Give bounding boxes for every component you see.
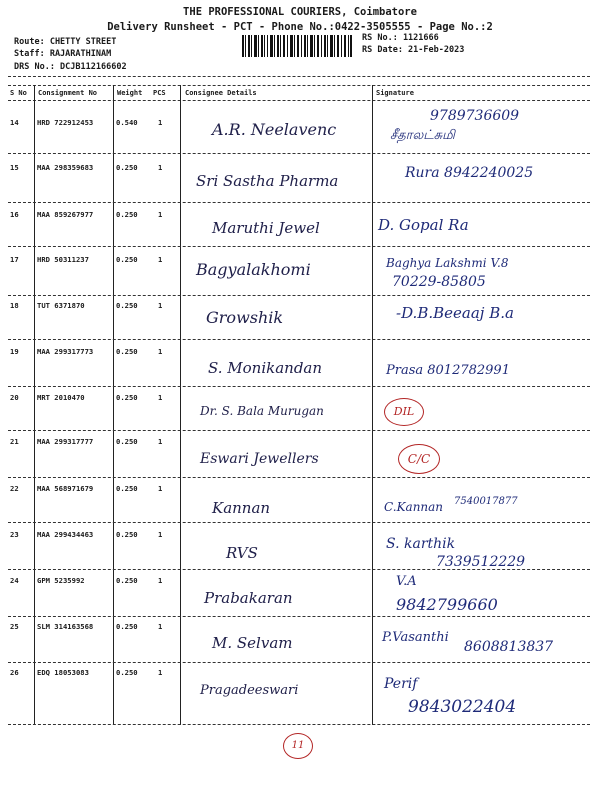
row-pcs: 1: [158, 437, 163, 446]
row-divider: [8, 430, 590, 431]
col-header-weight: Weight: [117, 89, 143, 97]
receiver-phone: 9842799660: [396, 595, 498, 614]
receiver-signature: P.Vasanthi: [382, 630, 449, 645]
receiver-phone: 9843022404: [408, 697, 517, 717]
row-pcs: 1: [158, 622, 163, 631]
row-divider: [8, 662, 590, 663]
row-divider: [8, 295, 590, 296]
row-weight: 0.250: [116, 393, 138, 402]
consignee-name: Maruthi Jewel: [212, 219, 320, 237]
consignee-name: A.R. Neelavenc: [212, 120, 337, 139]
row-divider: [8, 202, 590, 203]
row-sno: 15: [10, 163, 19, 172]
col-header-consignment: Consignment No: [38, 89, 98, 97]
row-sno: 17: [10, 255, 19, 264]
row-divider: [8, 153, 590, 154]
consignee-name: Prabakaran: [204, 589, 293, 607]
consignee-name: Bagyalakhomi: [196, 260, 311, 279]
row-weight: 0.250: [116, 301, 138, 310]
row-weight: 0.250: [116, 347, 138, 356]
receiver-signature: D. Gopal Ra: [378, 216, 469, 234]
row-pcs: 1: [158, 576, 163, 585]
row-divider: [8, 569, 590, 570]
receiver-signature: C.Kannan: [384, 500, 444, 514]
row-sno: 25: [10, 622, 19, 631]
consignee-name: RVS: [226, 544, 258, 562]
consignee-name: Kannan: [212, 499, 271, 517]
row-sno: 14: [10, 118, 19, 127]
table-top-rule: [8, 85, 590, 86]
receiver-phone: 70229-85805: [392, 274, 486, 290]
consignee-name: Growshik: [206, 308, 284, 327]
row-weight: 0.250: [116, 530, 138, 539]
row-consignment: MAA 299317773: [37, 347, 94, 356]
staff-label: Staff: RAJARATHINAM: [14, 49, 112, 59]
row-divider: [8, 339, 590, 340]
row-consignment: MAA 299434463: [37, 530, 94, 539]
delivery-stamp: DIL: [384, 398, 424, 426]
row-weight: 0.250: [116, 622, 138, 631]
header-divider: [8, 76, 590, 77]
column-header-rule: [8, 100, 590, 101]
drs-number: DRS No.: DCJB112166602: [14, 62, 127, 72]
row-sno: 22: [10, 484, 19, 493]
row-weight: 0.250: [116, 210, 138, 219]
row-weight: 0.250: [116, 255, 138, 264]
route-label: Route: CHETTY STREET: [14, 37, 117, 47]
row-weight: 0.250: [116, 668, 138, 677]
receiver-phone: 7339512229: [436, 554, 526, 570]
row-pcs: 1: [158, 393, 163, 402]
receiver-phone: 9789736609: [430, 108, 520, 124]
consignee-name: Sri Sastha Pharma: [196, 172, 339, 190]
consignee-name: Pragadeeswari: [200, 683, 299, 698]
page-count-mark: 11: [283, 733, 313, 759]
runsheet-subtitle: Delivery Runsheet - PCT - Phone No.:0422-3505555 - Page No.:2: [107, 21, 493, 33]
row-sno: 18: [10, 301, 19, 310]
column-divider: [34, 85, 35, 725]
row-consignment: GPM 5235992: [37, 576, 85, 585]
receiver-signature: Perif: [384, 676, 418, 692]
row-pcs: 1: [158, 301, 163, 310]
row-consignment: MAA 568971679: [37, 484, 94, 493]
barcode-image: [242, 35, 352, 57]
row-divider: [8, 246, 590, 247]
row-sno: 21: [10, 437, 19, 446]
receiver-phone: 8608813837: [464, 639, 554, 655]
row-sno: 20: [10, 393, 19, 402]
column-divider: [180, 85, 181, 725]
row-consignment: MAA 298359683: [37, 163, 94, 172]
row-consignment: SLM 314163568: [37, 622, 94, 631]
receiver-signature: சீதாலட்சுமி: [390, 128, 455, 143]
row-sno: 19: [10, 347, 19, 356]
row-consignment: MAA 859267977: [37, 210, 94, 219]
consignee-name: Eswari Jewellers: [200, 451, 319, 467]
row-weight: 0.540: [116, 118, 138, 127]
receiver-signature: Baghya Lakshmi V.8: [386, 256, 509, 270]
row-consignment: TUT 6371870: [37, 301, 85, 310]
row-weight: 0.250: [116, 484, 138, 493]
row-sno: 23: [10, 530, 19, 539]
row-weight: 0.250: [116, 576, 138, 585]
row-divider: [8, 616, 590, 617]
row-sno: 16: [10, 210, 19, 219]
receiver-signature: Prasa 8012782991: [386, 363, 510, 378]
row-divider: [8, 386, 590, 387]
row-sno: 24: [10, 576, 19, 585]
row-consignment: MRT 2010470: [37, 393, 85, 402]
delivery-stamp: C/C: [398, 444, 440, 474]
row-weight: 0.250: [116, 437, 138, 446]
col-header-pcs: PCS: [153, 89, 166, 97]
column-divider: [372, 85, 373, 725]
row-pcs: 1: [158, 347, 163, 356]
row-consignment: EDQ 18053083: [37, 668, 89, 677]
company-title: THE PROFESSIONAL COURIERS, Coimbatore: [183, 6, 417, 18]
row-consignment: MAA 299317777: [37, 437, 94, 446]
row-sno: 26: [10, 668, 19, 677]
row-pcs: 1: [158, 668, 163, 677]
row-divider: [8, 522, 590, 523]
col-header-sno: S No: [10, 89, 27, 97]
receiver-phone: 7540017877: [454, 496, 518, 507]
col-header-consignee: Consignee Details: [185, 89, 257, 97]
receiver-signature: V.A: [396, 574, 417, 589]
rs-date: RS Date: 21-Feb-2023: [362, 45, 465, 55]
row-divider: [8, 477, 590, 478]
row-pcs: 1: [158, 484, 163, 493]
row-consignment: HRD 50311237: [37, 255, 89, 264]
receiver-signature: -D.B.Beeaaj B.a: [396, 304, 514, 322]
row-pcs: 1: [158, 530, 163, 539]
consignee-name: S. Monikandan: [208, 359, 323, 377]
consignee-name: Dr. S. Bala Murugan: [200, 404, 324, 418]
receiver-signature: S. karthik: [386, 536, 456, 552]
column-divider: [113, 85, 114, 725]
receiver-signature: Rura 8942240025: [405, 165, 534, 181]
row-pcs: 1: [158, 210, 163, 219]
rs-number: RS No.: 1121666: [362, 33, 439, 43]
consignee-name: M. Selvam: [212, 634, 293, 652]
col-header-signature: Signature: [376, 89, 414, 97]
row-weight: 0.250: [116, 163, 138, 172]
row-pcs: 1: [158, 118, 163, 127]
row-pcs: 1: [158, 163, 163, 172]
row-consignment: HRD 722912453: [37, 118, 94, 127]
table-bottom-rule: [8, 724, 590, 725]
row-pcs: 1: [158, 255, 163, 264]
